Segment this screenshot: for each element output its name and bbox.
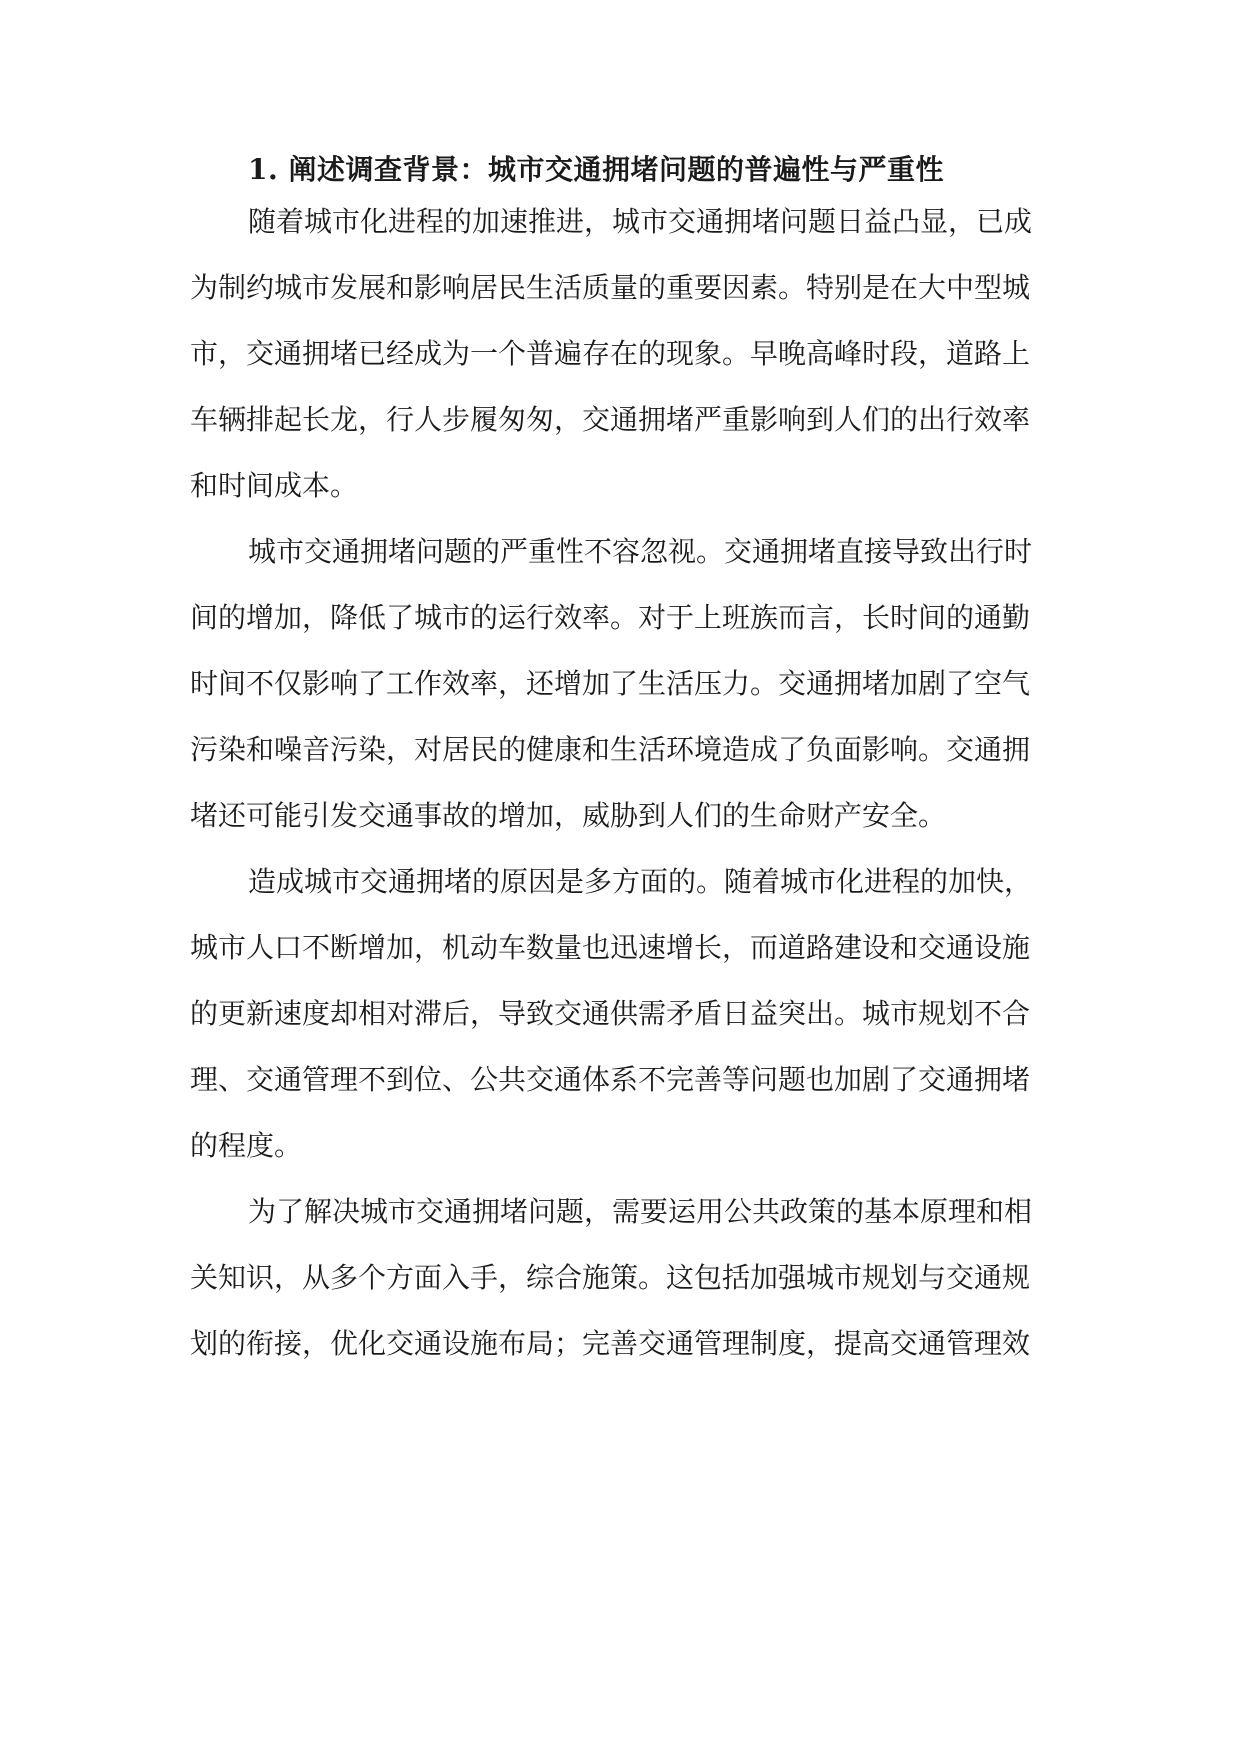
paragraph-1-line-1: 随着城市化进程的加速推进，城市交通拥堵问题日益凸显，已成 (248, 205, 1033, 238)
paragraph-3-line-5: 的程度。 (190, 1129, 303, 1162)
paragraph-1-line-2: 为制约城市发展和影响居民生活质量的重要因素。特别是在大中型城 (190, 271, 1031, 304)
paragraph-3-line-2: 城市人口不断增加，机动车数量也迅速增长，而道路建设和交通设施 (190, 931, 1031, 964)
paragraph-2-line-3: 时间不仅影响了工作效率，还增加了生活压力。交通拥堵加剧了空气 (190, 667, 1031, 700)
paragraph-1-line-5: 和时间成本。 (190, 469, 359, 502)
paragraph-4-line-2: 关知识，从多个方面入手，综合施策。这包括加强城市规划与交通规 (190, 1261, 1031, 1294)
paragraph-2-line-2: 间的增加，降低了城市的运行效率。对于上班族而言，长时间的通勤 (190, 601, 1031, 634)
paragraph-2-line-4: 污染和噪音污染，对居民的健康和生活环境造成了负面影响。交通拥 (190, 733, 1031, 766)
paragraph-1-line-3: 市，交通拥堵已经成为一个普遍存在的现象。早晚高峰时段，道路上 (190, 337, 1031, 370)
paragraph-2-line-1: 城市交通拥堵问题的严重性不容忽视。交通拥堵直接导致出行时 (248, 535, 1033, 568)
paragraph-4-line-1: 为了解决城市交通拥堵问题，需要运用公共政策的基本原理和相 (248, 1195, 1033, 1228)
paragraph-3-line-4: 理、交通管理不到位、公共交通体系不完善等问题也加剧了交通拥堵 (190, 1063, 1031, 1096)
section-heading: 1. 阐述调查背景：城市交通拥堵问题的普遍性与严重性 (248, 153, 944, 186)
paragraph-2-line-5: 堵还可能引发交通事故的增加，威胁到人们的生命财产安全。 (190, 799, 947, 832)
paragraph-3-line-1: 造成城市交通拥堵的原因是多方面的。随着城市化进程的加快， (248, 865, 1033, 898)
paragraph-4-line-3: 划的衔接，优化交通设施布局；完善交通管理制度，提高交通管理效 (190, 1327, 1031, 1360)
paragraph-1-line-4: 车辆排起长龙，行人步履匆匆，交通拥堵严重影响到人们的出行效率 (190, 403, 1031, 436)
paragraph-3-line-3: 的更新速度却相对滞后，导致交通供需矛盾日益突出。城市规划不合 (190, 997, 1031, 1030)
